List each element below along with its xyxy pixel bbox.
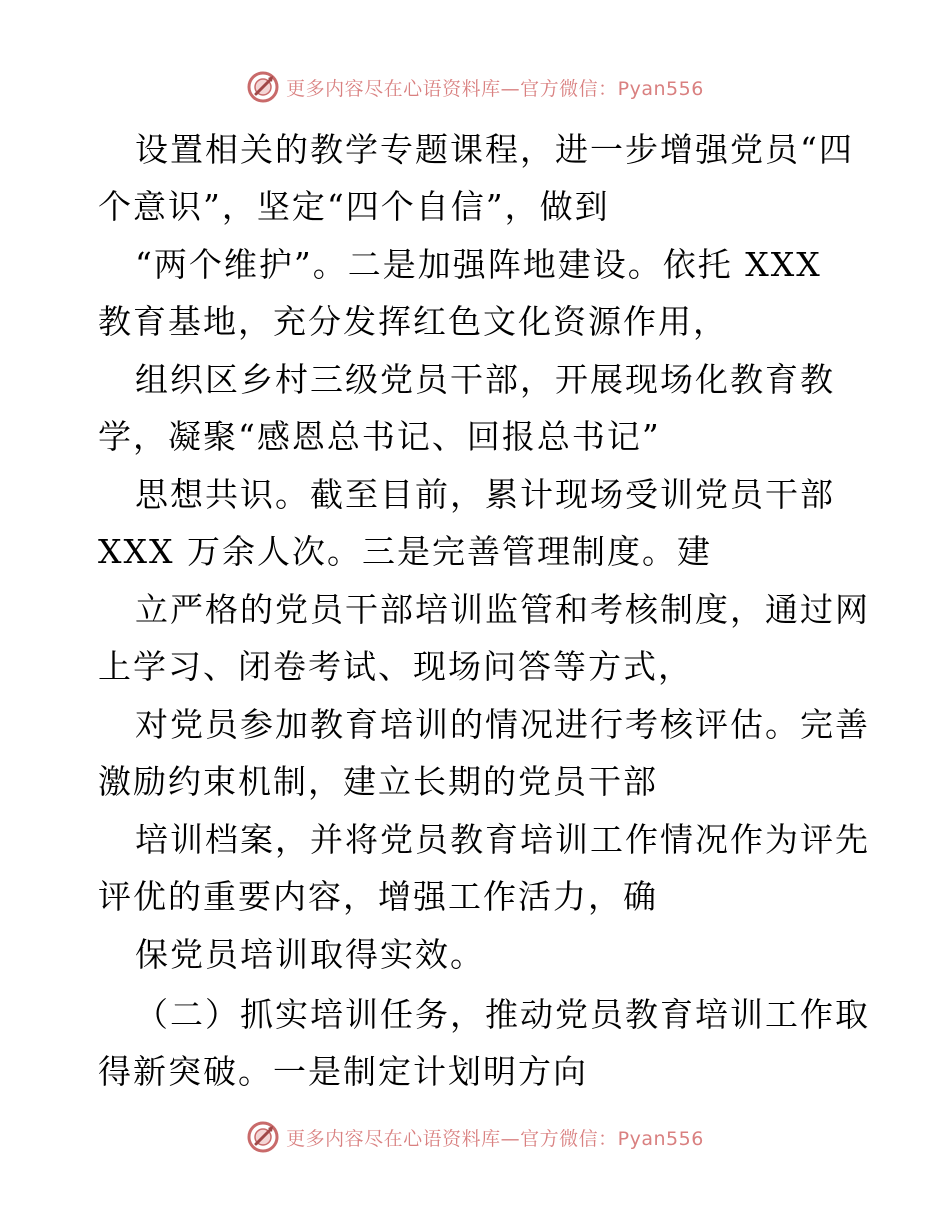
seal-logo-icon bbox=[246, 1120, 280, 1154]
text-line: 学，凝聚“感恩总书记、回报总书记” bbox=[98, 417, 661, 456]
header-watermark-text: 更多内容尽在心语资料库—官方微信：Pyan556 bbox=[286, 77, 704, 100]
text-line: 保党员培训取得实效。 bbox=[135, 935, 485, 974]
text-line: 上学习、闭卷考试、现场问答等方式， bbox=[98, 647, 693, 686]
header-watermark bbox=[0, 70, 950, 104]
text-line: 个意识”，坚定“四个自信”，做到 bbox=[98, 187, 610, 226]
text-line: 教育基地，充分发挥红色文化资源作用， bbox=[98, 302, 728, 341]
text-line: XXX 万余人次。三是完善管理制度。建 bbox=[98, 532, 712, 571]
text-line: 对党员参加教育培训的情况进行考核评估。完善 bbox=[135, 705, 870, 744]
footer-watermark bbox=[0, 1120, 950, 1154]
text-line: 激励约束机制，建立长期的党员干部 bbox=[98, 762, 658, 801]
text-line: “两个维护”。二是加强阵地建设。依托 XXX bbox=[135, 245, 822, 284]
seal-logo-icon bbox=[246, 70, 280, 104]
text-line: 培训档案，并将党员教育培训工作情况作为评先 bbox=[135, 820, 870, 859]
text-line: 立严格的党员干部培训监管和考核制度，通过网 bbox=[135, 590, 870, 629]
text-line: 得新突破。一是制定计划明方向 bbox=[98, 1052, 588, 1091]
text-line: （二）抓实培训任务，推动党员教育培训工作取 bbox=[135, 995, 870, 1034]
text-line: 思想共识。截至目前，累计现场受训党员干部 bbox=[135, 475, 835, 514]
text-line: 评优的重要内容，增强工作活力，确 bbox=[98, 877, 658, 916]
footer-watermark-text: 更多内容尽在心语资料库—官方微信：Pyan556 bbox=[286, 1127, 704, 1150]
text-line: 设置相关的教学专题课程，进一步增强党员“四 bbox=[135, 130, 854, 169]
text-line: 组织区乡村三级党员干部，开展现场化教育教 bbox=[135, 360, 835, 399]
